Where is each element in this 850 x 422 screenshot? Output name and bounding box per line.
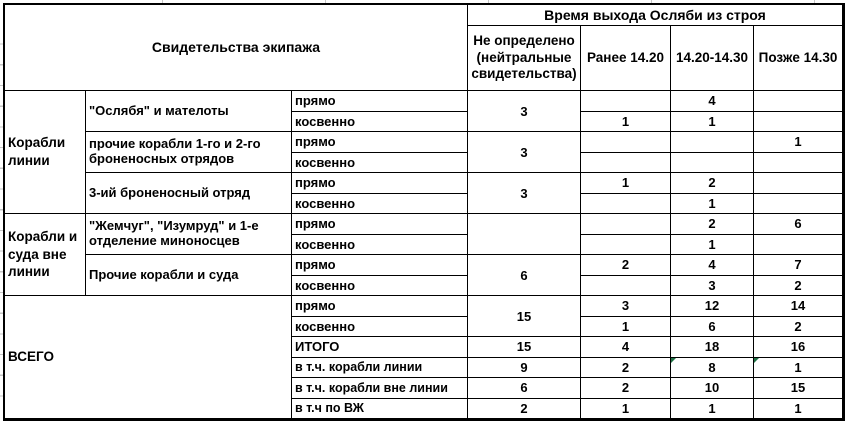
value-cell [671,358,754,379]
empty-cell [671,153,754,174]
category-other-1st-2nd-detachments: прочие корабли 1-го и 2-го броненосных отрядов [86,132,292,173]
evidence-direct-label: прямо [292,91,468,112]
value-cell: 1 [581,399,671,420]
group-ships-of-line: Корабли линии [5,91,86,214]
total-row-vzh-label: в т.ч по ВЖ [292,399,468,420]
value-cell: 2 [581,378,671,399]
value-cell: 9 [468,358,581,379]
value-cell: 3 [671,276,754,297]
time-exit-header: Время выхода Осляби из строя [468,5,843,26]
evidence-indirect-label: косвенно [292,194,468,215]
evidence-direct-label: прямо [292,173,468,194]
value-cell: 4 [671,91,754,112]
value-cell: 1 [754,399,843,420]
value-cell: 6 [754,214,843,235]
value-cell: 2 [671,173,754,194]
value-cell: 16 [754,337,843,358]
value-cell: 12 [671,296,754,317]
value-cell: 2 [581,358,671,379]
value-cell: 2 [754,317,843,338]
value-cell: 6 [468,255,581,296]
value-cell: 2 [754,276,843,297]
value-cell: 3 [581,296,671,317]
value-cell: 1 [581,112,671,133]
value-cell: 14 [754,296,843,317]
empty-cell [581,214,671,235]
evidence-indirect-label: косвенно [292,317,468,338]
empty-cell [754,194,843,215]
evidence-indirect-label: косвенно [292,112,468,133]
value-cell: 6 [468,378,581,399]
value-cell: 4 [581,337,671,358]
empty-cell [754,235,843,256]
empty-cell [754,173,843,194]
evidence-indirect-label: косвенно [292,276,468,297]
value-cell: 10 [671,378,754,399]
value-cell: 1 [581,317,671,338]
col-header-undetermined: Не определено (нейтральные свидетельства) [468,26,581,91]
value-cell: 2 [468,399,581,420]
evidence-direct-label: прямо [292,214,468,235]
evidence-direct-label: прямо [292,296,468,317]
value-cell: 1 [581,173,671,194]
empty-cell [581,91,671,112]
oslyabya-exit-time-table [3,3,845,421]
total-group-label: ВСЕГО [5,296,292,419]
group-ships-out-of-line: Корабли и суда вне линии [5,214,86,296]
category-zhemchug-izumrud: "Жемчуг", "Изумруд" и 1-е отделение миноносцев [86,214,292,255]
value-cell: 18 [671,337,754,358]
excel-error-indicator-icon [671,358,676,363]
cell-value: 1 [794,359,802,375]
empty-cell [671,132,754,153]
empty-cell [754,112,843,133]
value-cell: 15 [468,337,581,358]
evidence-direct-label: прямо [292,132,468,153]
col-header-after-1430: Позже 14.30 [754,26,843,91]
value-cell: 2 [581,255,671,276]
col-header-1420-1430: 14.20-14.30 [671,26,754,91]
value-cell: 1 [671,112,754,133]
empty-cell [468,214,581,255]
value-cell: 7 [754,255,843,276]
value-cell: 1 [671,399,754,420]
empty-cell [754,153,843,174]
category-3rd-armored-detachment: 3-ий броненосный отряд [86,173,292,214]
value-cell: 6 [671,317,754,338]
value-cell: 1 [671,194,754,215]
category-oslyabya-matelots: "Ослябя" и мателоты [86,91,292,132]
category-other-ships-vessels: Прочие корабли и суда [86,255,292,296]
value-cell: 2 [671,214,754,235]
empty-cell [581,153,671,174]
value-cell: 15 [754,378,843,399]
col-header-before-1420: Ранее 14.20 [581,26,671,91]
empty-cell [581,194,671,215]
value-cell: 3 [468,91,581,132]
total-row-itogo-label: ИТОГО [292,337,468,358]
evidence-indirect-label: косвенно [292,153,468,174]
value-cell: 3 [468,173,581,214]
total-row-ships-of-line-label: в т.ч. корабли линии [292,358,468,379]
cell-value: 8 [708,359,716,375]
value-cell: 1 [754,132,843,153]
value-cell: 4 [671,255,754,276]
evidence-direct-label: прямо [292,255,468,276]
empty-cell [581,276,671,297]
value-cell [754,358,843,379]
excel-error-indicator-icon [754,358,759,363]
crew-evidence-header: Свидетельства экипажа [5,5,468,91]
empty-cell [581,132,671,153]
evidence-indirect-label: косвенно [292,235,468,256]
value-cell: 1 [671,235,754,256]
empty-cell [581,235,671,256]
value-cell: 3 [468,132,581,173]
empty-cell [754,91,843,112]
total-row-ships-out-of-line-label: в т.ч. корабли вне линии [292,378,468,399]
value-cell: 15 [468,296,581,337]
